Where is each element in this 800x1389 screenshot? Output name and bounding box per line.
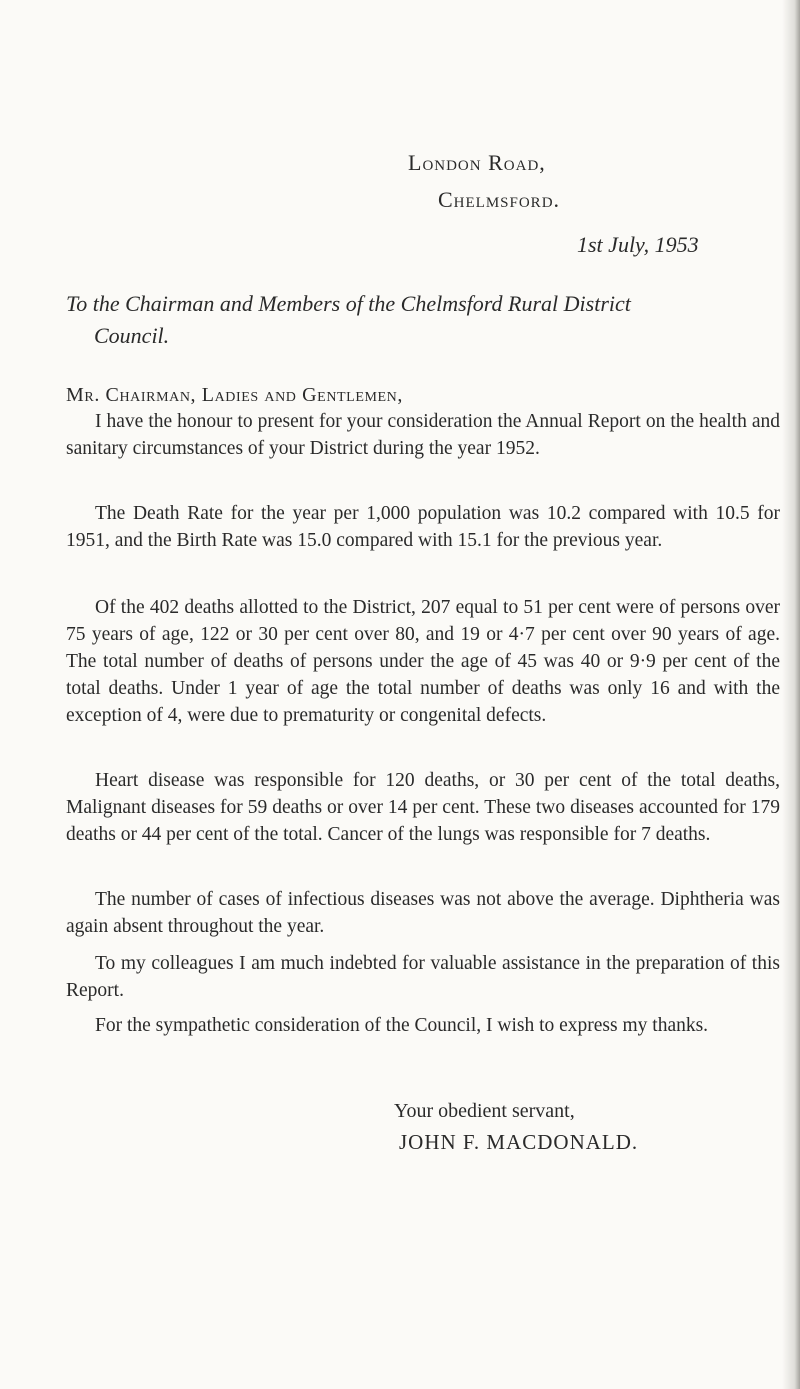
address-line-1: London Road,: [408, 150, 546, 175]
paragraph-infectious: The number of cases of infectious diseases was not above the average. Diphtheria was again absent throughout the year.: [66, 889, 780, 937]
paragraph-deaths: Of the 402 deaths allotted to the District, 207 equal to 51 per cent were of persons over 75 years of age, 122 or 30 per cent over 80, and 19 or 4·7 per cent over 90 years of age. The total number of deaths of persons under the age of 45 was 40 or 9·9 per cent of the total deaths. Under 1 year of age the total number of deaths was only 16 and with the exception of 4, were due to prematurity or congenital defects.: [66, 597, 780, 726]
letter-date: 1st July, 1953: [577, 232, 699, 257]
paragraph-diseases: Heart disease was responsible for 120 deaths, or 30 per cent of the total deaths, Malignant diseases for 59 deaths or over 14 per cent. These two diseases accounted for 179 deaths or 44 per cent of the total. Cancer of the lungs was responsible for 7 deaths.: [66, 770, 780, 845]
paragraph-colleagues: To my colleagues I am much indebted for valuable assistance in the preparation of this Report.: [66, 953, 780, 1001]
paragraph-thanks: For the sympathetic consideration of the Council, I wish to express my thanks.: [95, 1015, 709, 1036]
greeting: Mr. Chairman, Ladies and Gentlemen,: [66, 384, 403, 406]
signature: JOHN F. MACDONALD.: [399, 1130, 639, 1154]
addressee-line-1: To the Chairman and Members of the Chelmsford Rural District: [66, 291, 631, 316]
paragraph-intro: I have the honour to present for your consideration the Annual Report on the health and sanitary circumstances of your District during the year 1952.: [66, 411, 780, 459]
address-line-2: Chelmsford.: [438, 187, 561, 212]
page-edge-shadow: [782, 0, 800, 1389]
closing: Your obedient servant,: [394, 1100, 575, 1122]
addressee-line-2: Council.: [94, 323, 170, 348]
paragraph-rates: The Death Rate for the year per 1,000 population was 10.2 compared with 10.5 for 1951, and the Birth Rate was 15.0 compared with 15.1 for the previous year.: [66, 503, 780, 551]
addressee: [66, 288, 786, 352]
